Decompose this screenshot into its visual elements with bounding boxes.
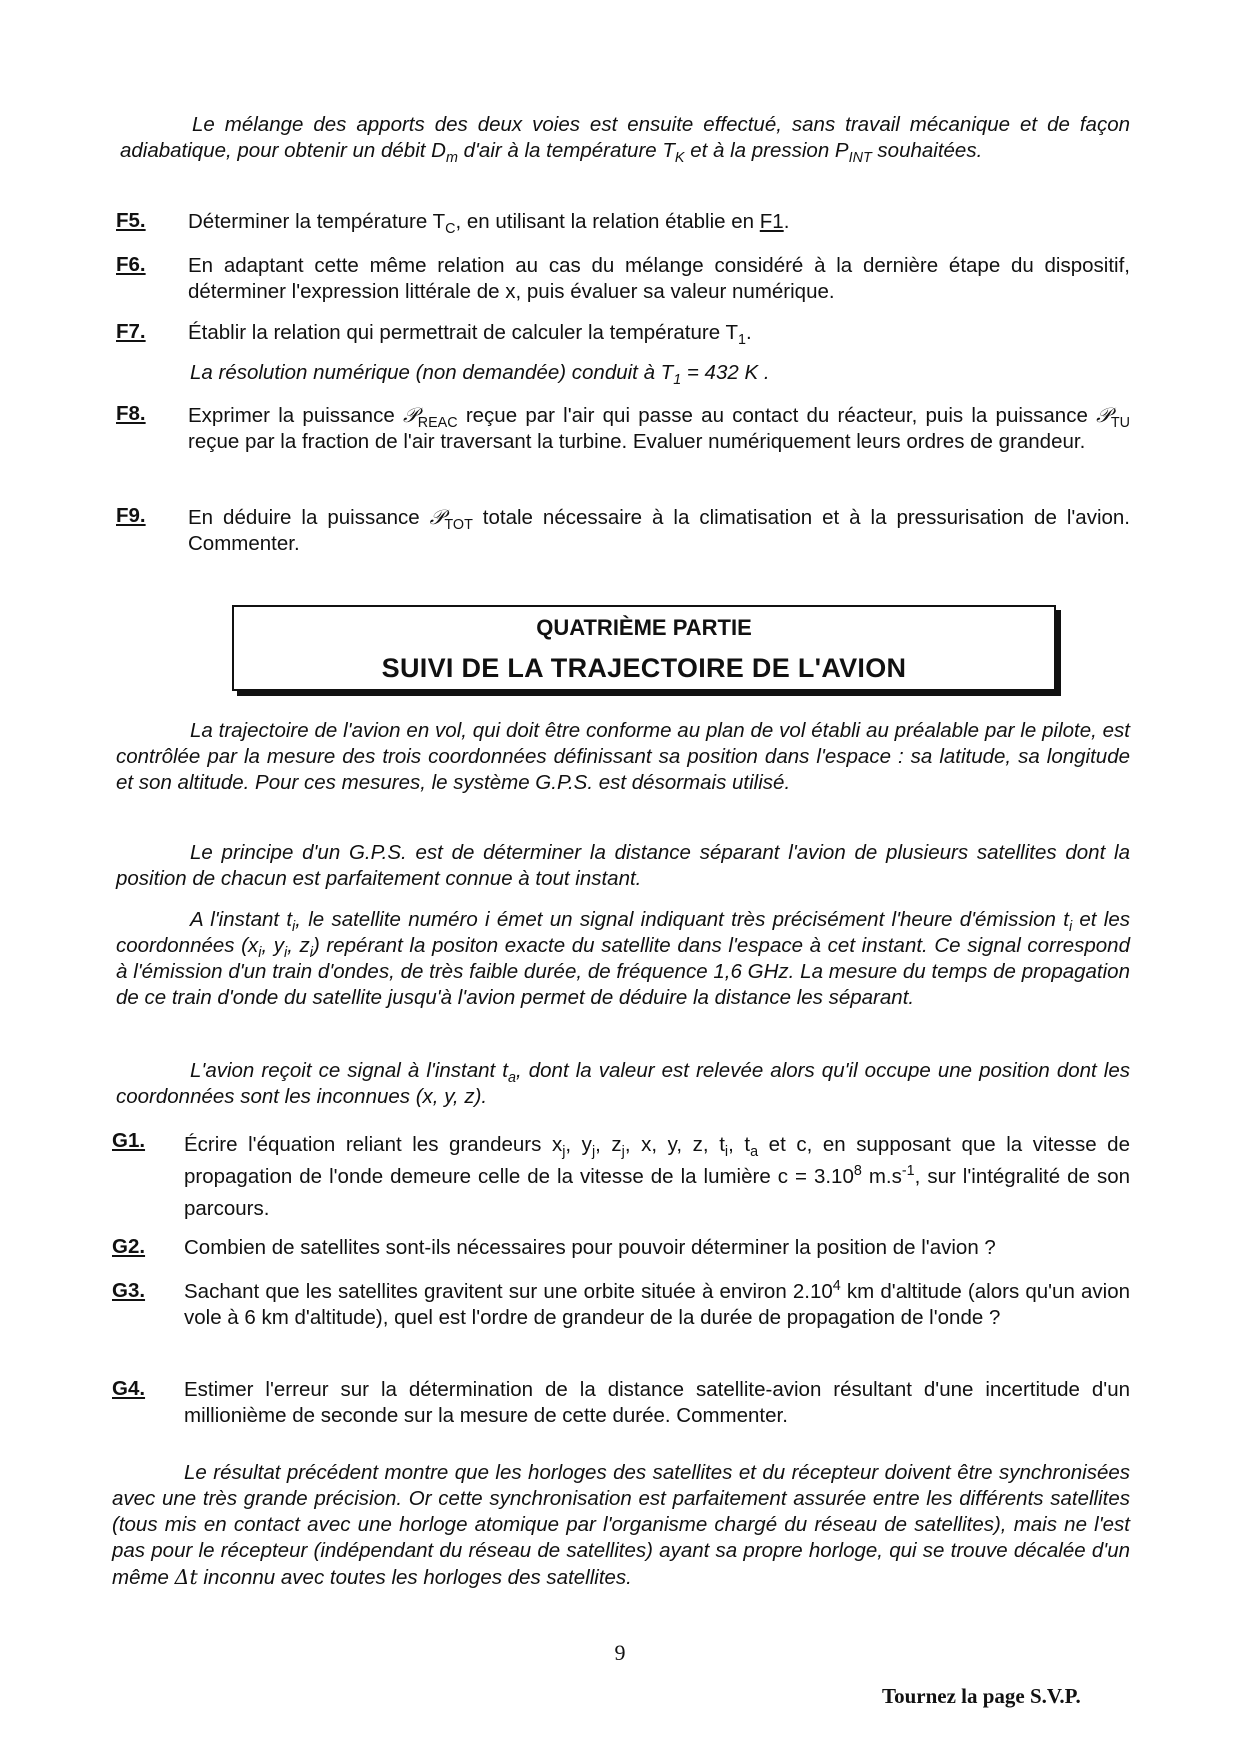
reference-link: F1 (759, 210, 784, 233)
question-label: G4. (112, 1377, 146, 1400)
question-label: F6. (116, 253, 146, 276)
section-title: SUIVI DE LA TRAJECTOIRE DE L'AVION (381, 653, 907, 683)
question-label: G2. (112, 1235, 146, 1258)
section-header-box (232, 605, 1056, 691)
page-number: 9 (614, 1640, 626, 1665)
body-paragraph-5: Le résultat précédent montre que les horloges des satellites et du récepteur doivent être synchronisées avec une très grande précision. Or cette synchronisation est parfaitement assurée entre les différents satellites (tous mis en contact avec une horloge atomique par l'organisme chargé du réseau de satellites), mais ne l'est pas pour le récepteur (indépendant du réseau de satellites) ayant sa propre horloge, qui se trouve décalée d'un même Δt inconnu avec toutes les horloges des satellites. (112, 1461, 1130, 1589)
question-f7: F7. Établir la relation qui permettrait de calculer la température $T_1$. (116, 320, 752, 349)
question-g3: G3. Sachant que les satellites gravitent sur une orbite située à environ 2.10$^4$ km d'altitude (alors qu'un avion vole à 6 km d'altitude), quel est l'ordre de grandeur de la durée de propagation de l'onde ? (112, 1278, 1131, 1329)
intro-paragraph: Le mélange des apports des deux voies est ensuite effectué, sans travail mécanique et de façon adiabatique, pour obtenir un débit $D_m$ d'air à la température $T_K$ et à la pression $P_{INT}$ souhaitées. (120, 113, 1130, 167)
question-label: F8. (116, 402, 146, 425)
question-label: F5. (116, 209, 146, 232)
question-label: F7. (116, 320, 146, 343)
numeric-note: La résolution numérique (non demandée) conduit à $T_1 = 432$ K . (190, 361, 770, 389)
question-f9: F9. En déduire la puissance 𝒫$_{TOT}$ totale nécessaire à la climatisation et à la pressurisation de l'avion. Commenter. (116, 504, 1130, 555)
question-label: G1. (112, 1129, 146, 1152)
question-g1: G1. Écrire l'équation reliant les grandeurs $x_j$, $y_j$, $z_j$, x, y, z, $t_i$, $t_a$ et c, en supposant que la vitesse de propagation de l'onde demeure celle de la vitesse de la lumière $c = 3.10^8$ $m.s^{-1}$, sur l'intégralité de son parcours. (112, 1129, 1130, 1225)
question-f8: F8. Exprimer la puissance 𝒫$_{REAC}$ reçue par l'air qui passe au contact du réacteur, puis la puissance 𝒫$_{TU}$ reçue par la fraction de l'air traversant la turbine. Evaluer numériquement leurs ordres de grandeur. (116, 402, 1130, 453)
question-f5: F5. Déterminer la température $T_C$, en utilisant la relation établie en F1. (116, 209, 790, 238)
body-paragraph-2: Le principe d'un G.P.S. est de déterminer la distance séparant l'avion de plusieurs satellites dont la position de chacun est parfaitement connue à tout instant. (116, 841, 1130, 890)
body-paragraph-3: A l'instant $t_i$, le satellite numéro i émet un signal indiquant très précisément l'heure d'émission $t_i$ et les coordonnées ($x_i$, $y_i$, $z_i$) repérant la positon exacte du satellite dans l'espace à cet instant. Ce signal correspond à l'émission d'un train d'ondes, de très faible durée, de fréquence 1,6 GHz. La mesure du temps de propagation de ce train d'onde du satellite jusqu'à l'avion permet de déduire la distance les séparant. (116, 908, 1130, 1009)
question-label: G3. (112, 1279, 146, 1302)
body-paragraph-4: L'avion reçoit ce signal à l'instant $t_a$, dont la valeur est relevée alors qu'il occupe une position dont les coordonnées sont les inconnues (x, y, z). (116, 1059, 1130, 1108)
turn-page-note: Tournez la page S.V.P. (882, 1684, 1081, 1708)
question-f6: F6. En adaptant cette même relation au cas du mélange considéré à la dernière étape du dispositif, déterminer l'expression littérale de x, puis évaluer sa valeur numérique. (116, 253, 1130, 303)
question-g4: G4. Estimer l'erreur sur la détermination de la distance satellite-avion résultant d'une incertitude d'un millionième de seconde sur la mesure de cette durée. Commenter. (112, 1377, 1130, 1427)
body-paragraph-1: La trajectoire de l'avion en vol, qui doit être conforme au plan de vol établi au préalable par le pilote, est contrôlée par la mesure des trois coordonnées définissant sa position dans l'espace : sa latitude, sa longitude et son altitude. Pour ces mesures, le système G.P.S. est désormais utilisé. (116, 719, 1130, 794)
section-part-label: QUATRIÈME PARTIE (536, 615, 752, 640)
question-g2: G2. Combien de satellites sont-ils nécessaires pour pouvoir déterminer la position de l'avion ? (112, 1235, 996, 1259)
question-label: F9. (116, 504, 146, 527)
